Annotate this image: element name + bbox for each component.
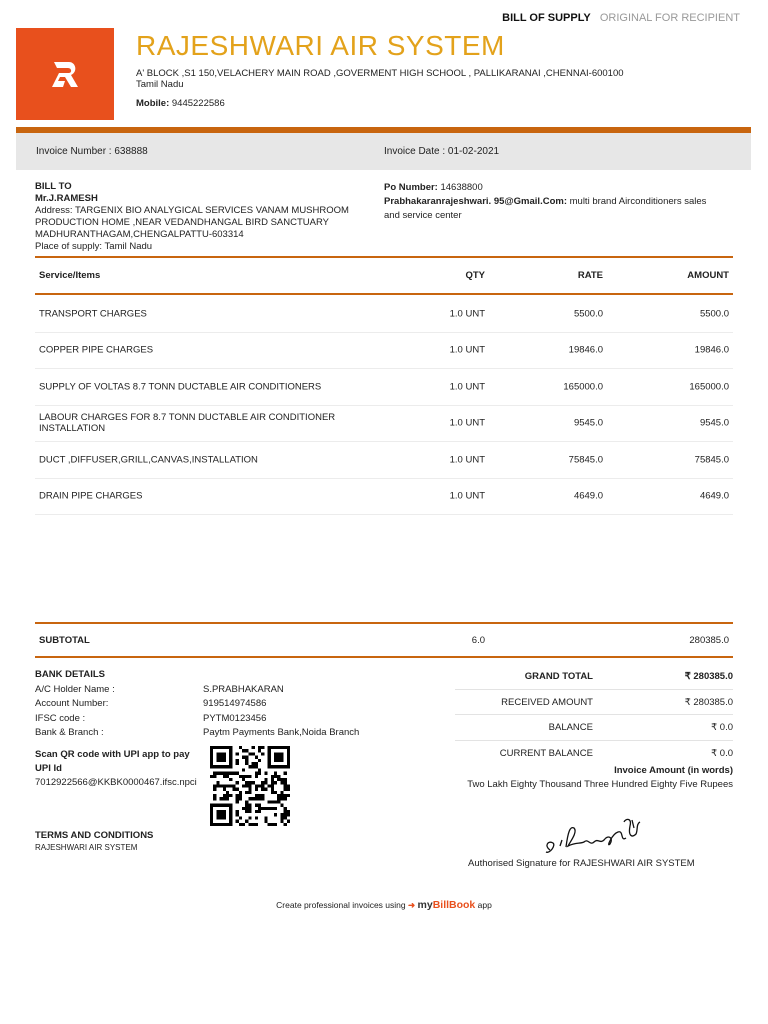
upi-section: [35, 748, 207, 790]
item-qty: 1.0 UNT: [449, 417, 485, 429]
item-name: DUCT ,DIFFUSER,GRILL,CANVAS,INSTALLATION: [39, 454, 258, 466]
table-row: [35, 406, 733, 443]
amount-words-label: Invoice Amount (in words): [614, 765, 733, 776]
item-amount: 5500.0: [699, 308, 729, 320]
items-table-header: [35, 262, 733, 292]
table-row: [35, 296, 733, 333]
subtotal-qty: 6.0: [471, 635, 485, 646]
branch-label: Bank & Branch :: [35, 727, 104, 738]
subtotal-bottom-rule: [35, 656, 733, 658]
table-row: [35, 479, 733, 516]
terms-section: [35, 830, 153, 854]
current-balance-value: ₹ 0.0: [711, 747, 733, 759]
item-rate: 5500.0: [573, 308, 603, 320]
terms-heading: TERMS AND CONDITIONS: [35, 830, 154, 841]
footer-suffix: app: [477, 900, 492, 910]
bank-details: [35, 668, 415, 741]
table-row: [35, 333, 733, 370]
balance-row: [455, 715, 733, 741]
item-rate: 19846.0: [568, 344, 603, 356]
bill-to-heading: BILL TO: [35, 181, 72, 192]
document-type: [502, 12, 740, 24]
item-qty: 1.0 UNT: [449, 454, 485, 466]
grand-total-row: [455, 664, 733, 690]
grand-total-value: ₹ 280385.0: [684, 671, 733, 682]
customer-name: Mr.J.RAMESH: [35, 193, 98, 204]
po-section: [384, 181, 724, 223]
place-of-supply: Place of supply: Tamil Nadu: [35, 241, 153, 252]
upi-id: 7012922566@KKBK0000467.ifsc.npci: [35, 777, 197, 788]
table-header-rule: [35, 293, 733, 295]
balance-label: BALANCE: [548, 722, 593, 733]
item-amount: 19846.0: [694, 344, 729, 356]
item-amount: 75845.0: [694, 454, 729, 466]
subtotal-row: [35, 624, 733, 656]
company-address-line2: Tamil Nadu: [136, 79, 184, 90]
totals-section: [455, 664, 733, 766]
amount-words-value: Two Lakh Eighty Thousand Three Hundred Eighty Five Rupees: [467, 779, 733, 790]
terms-text: RAJESHWARI AIR SYSTEM: [35, 843, 138, 852]
bill-to-section: [35, 181, 385, 253]
item-amount: 4649.0: [699, 490, 729, 502]
customer-address: Address: TARGENIX BIO ANALYGICAL SERVICES VANAM MUSHROOM PRODUCTION HOME ,NEAR VEDANDHANGAL BIRD SANCTUARY MADHURANTHAGAM,CHENGALPATTU-603314: [35, 205, 349, 240]
po-label: Po Number:: [384, 182, 438, 193]
header-item: Service/Items: [39, 270, 101, 281]
po-number: 14638800: [440, 182, 483, 193]
current-balance-label: CURRENT BALANCE: [499, 747, 593, 759]
seller-note: multi brand Airconditioners sales and service center: [384, 196, 707, 221]
grand-total-label: GRAND TOTAL: [524, 671, 593, 682]
company-address-line1: A' BLOCK ,S1 150,VELACHERY MAIN ROAD ,GOVERMENT HIGH SCHOOL , PALLIKARANAI ,CHENNAI-600100: [136, 68, 624, 79]
account-label: Account Number:: [35, 698, 109, 709]
company-logo: [16, 28, 114, 120]
amount-in-words: [455, 764, 733, 792]
footer: [0, 899, 768, 911]
mobile-label: Mobile:: [136, 98, 170, 109]
ifsc-value: PYTM0123456: [203, 712, 267, 724]
bill-of-supply-label: BILL OF SUPPLY: [502, 12, 591, 24]
current-balance-row: [455, 741, 733, 767]
footer-brand: [418, 899, 476, 911]
received-amount-value: ₹ 280385.0: [684, 696, 733, 708]
account-value: 919514974586: [203, 698, 267, 709]
item-qty: 1.0 UNT: [449, 381, 485, 393]
item-rate: 75845.0: [568, 454, 603, 466]
qr-heading: Scan QR code with UPI app to pay: [35, 749, 190, 760]
upi-label: UPI Id: [35, 763, 62, 774]
item-rate: 4649.0: [573, 490, 603, 502]
copy-label: ORIGINAL FOR RECIPIENT: [599, 12, 740, 24]
item-rate: 165000.0: [563, 381, 603, 393]
item-name: DRAIN PIPE CHARGES: [39, 490, 143, 502]
items-table-body: [35, 296, 733, 515]
item-name: TRANSPORT CHARGES: [39, 308, 147, 320]
branch-value: Paytm Payments Bank,Noida Branch: [203, 727, 360, 738]
footer-brand-name: BillBook: [432, 899, 476, 911]
item-amount: 9545.0: [699, 417, 729, 429]
received-amount-label: RECEIVED AMOUNT: [501, 696, 593, 708]
item-rate: 9545.0: [573, 417, 603, 429]
holder-value: S.PRABHAKARAN: [203, 683, 284, 695]
footer-brand-my: my: [417, 899, 433, 911]
footer-text: Create professional invoices using: [276, 900, 406, 910]
item-name: LABOUR CHARGES FOR 8.7 TONN DUCTABLE AIR CONDITIONER INSTALLATION: [39, 412, 336, 435]
item-name: COPPER PIPE CHARGES: [39, 344, 154, 356]
company-address: [136, 68, 696, 90]
invoice-info-band: [16, 133, 751, 170]
signature-image: [540, 812, 650, 860]
table-row: [35, 369, 733, 406]
item-name: SUPPLY OF VOLTAS 8.7 TONN DUCTABLE AIR CONDITIONERS: [39, 381, 322, 393]
item-qty: 1.0 UNT: [449, 308, 485, 320]
r-logo-icon: [45, 54, 85, 94]
ifsc-label: IFSC code :: [35, 712, 86, 724]
table-row: [35, 442, 733, 479]
table-top-rule: [35, 256, 733, 258]
item-qty: 1.0 UNT: [449, 344, 485, 356]
header-amount: AMOUNT: [687, 270, 729, 281]
header-rate: RATE: [577, 270, 603, 281]
company-name: RAJESHWARI AIR SYSTEM: [136, 30, 505, 61]
holder-label: A/C Holder Name :: [35, 683, 115, 695]
item-amount: 165000.0: [689, 381, 729, 393]
invoice-number: Invoice Number : 638888: [36, 146, 148, 157]
subtotal-amount: 280385.0: [689, 635, 729, 646]
signature-caption: Authorised Signature for RAJESHWARI AIR SYSTEM: [468, 858, 695, 869]
header-qty: QTY: [465, 270, 485, 281]
bank-heading: BANK DETAILS: [35, 669, 106, 680]
item-qty: 1.0 UNT: [449, 490, 485, 502]
invoice-date: Invoice Date : 01-02-2021: [384, 146, 500, 157]
subtotal-label: SUBTOTAL: [39, 635, 90, 646]
qr-code-icon: [210, 746, 290, 826]
mobile-number: 9445222586: [171, 98, 225, 109]
mybillbook-icon: ➜: [408, 900, 416, 910]
seller-email: Prabhakaranrajeshwari. 95@Gmail.Com:: [384, 196, 567, 207]
balance-value: ₹ 0.0: [711, 722, 733, 733]
received-amount-row: [455, 690, 733, 716]
company-mobile: [136, 98, 225, 109]
